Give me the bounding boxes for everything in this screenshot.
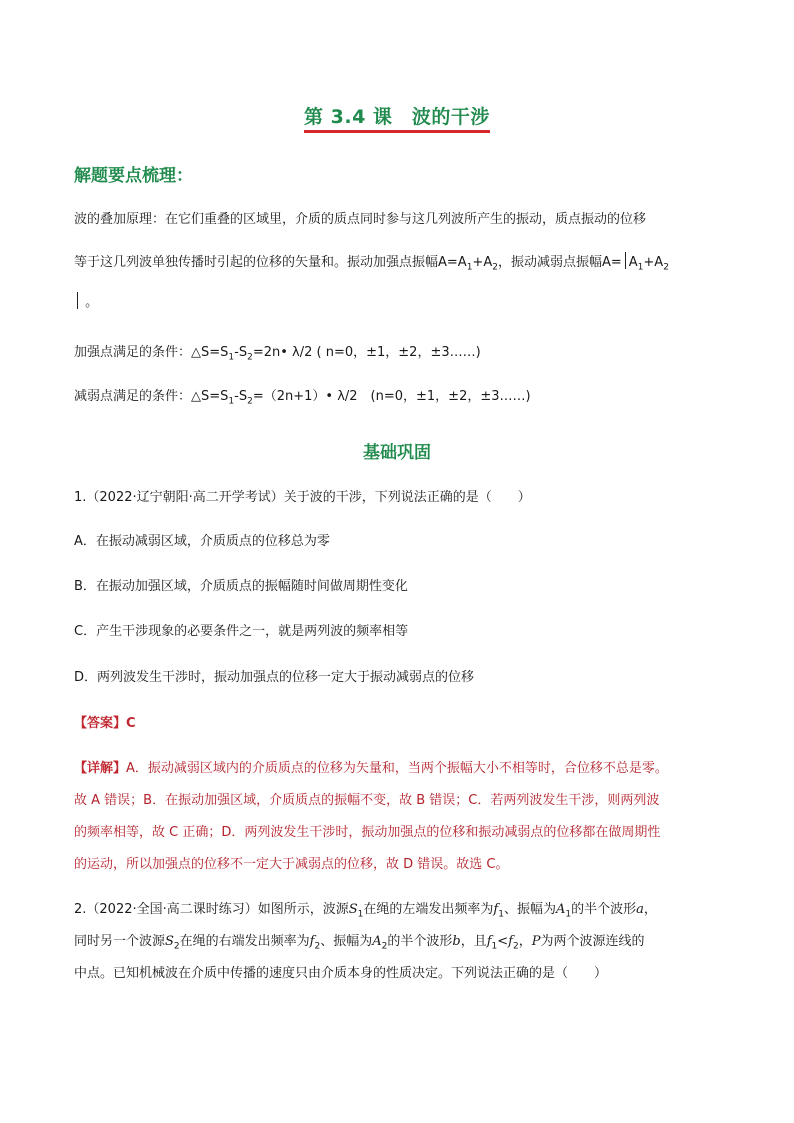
question-1-detail-line-3: 的频率相等，故 C 正确；D．两列波发生干涉时，振动加强点的位移和振动减弱点的位移都在做周期性 (74, 825, 661, 840)
principle-line-2: 等于这几列波单独传播时引起的位移的矢量和。振动加强点振幅$A=A_1+A_2$，振动减弱点振幅$A= A_1+A_2$ (74, 252, 669, 277)
question-1-option-c: C．产生干涉现象的必要条件之一，就是两列波的频率相等 (74, 624, 409, 639)
abs-bar-left (625, 252, 626, 269)
question-1-option-a: A．在振动减弱区域，介质质点的位移总为零 (74, 534, 330, 549)
abs-bar-right (77, 292, 78, 309)
question-2-line-3: 中点。已知机械波在介质中传播的速度只由介质本身的性质决定。下列说法正确的是（ ） (74, 966, 608, 981)
strong-condition: 加强点满足的条件：$\triangle S=S_1-S_2=2n•$ λ/2 ( n=0，±1，±2，±3……) (74, 345, 481, 363)
question-1-option-d: D．两列波发生干涉时，振动加强点的位移一定大于振动减弱点的位移 (74, 670, 475, 685)
question-1-stem: 1.（2022·辽宁朝阳·高二开学考试）关于波的干涉，下列说法正确的是（ ） (74, 490, 531, 505)
question-1-option-b: B．在振动加强区域，介质质点的振幅随时间做周期性变化 (74, 579, 408, 594)
question-2-line-1: 2.（2022·全国·高二课时练习）如图所示，波源$S_1$在绳的左端发出频率为$f_1$、振幅为$A_1$的半个波形a， (74, 902, 657, 920)
question-1-detail-line-1: 【详解】A．振动减弱区域内的介质质点的位移为矢量和，当两个振幅大小不相等时，合位移不总是零。 (74, 761, 668, 776)
question-1-detail-line-2: 故 A 错误；B．在振动加强区域，介质质点的振幅不变，故 B 错误；C．若两列波发生干涉，则两列波 (74, 793, 660, 808)
question-1-answer: 【答案】C (74, 716, 136, 731)
principle-line-1: 波的叠加原理：在它们重叠的区域里，介质的质点同时参与这几列波所产生的振动，质点振动的位移 (74, 212, 647, 227)
question-1-detail-line-4: 的运动，所以加强点的位移不一定大于减弱点的位移，故 D 错误。故选 C。 (74, 857, 509, 872)
principle-line-3: 。 (74, 292, 98, 312)
section-heading-basics: 基础巩固 (363, 443, 431, 463)
question-2-line-2: 同时另一个波源$S_2$在绳的右端发出频率为$f_2$、振幅为$A_2$的半个波形b，且$f_1<f_2$，P为两个波源连线的 (74, 934, 645, 952)
section-heading-key-points: 解题要点梳理： (74, 166, 193, 186)
lesson-title: 第 3.4 课 波的干涉 (0, 102, 794, 133)
weak-condition: 减弱点满足的条件：$\triangle S=S_1-S_2=(2n+1)•$ λ/2 (n=0，±1，±2，±3……) (74, 389, 531, 407)
